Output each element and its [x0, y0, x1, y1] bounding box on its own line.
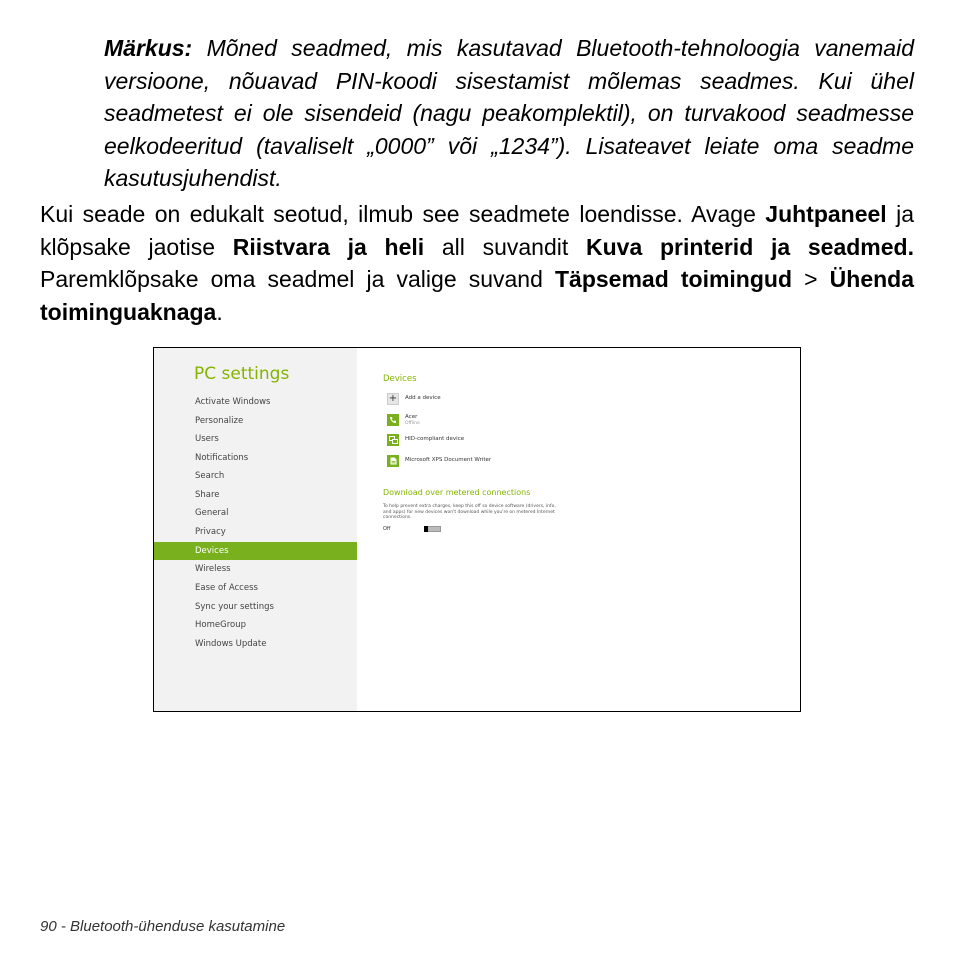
- sidebar-item-homegroup[interactable]: HomeGroup: [195, 620, 246, 630]
- sidebar-item-wireless[interactable]: Wireless: [195, 564, 231, 574]
- metered-description: To help prevent extra charges, keep this off so device software (drivers, info, and apps) for new devices won't download while you're on metered Internet connections.: [383, 504, 556, 520]
- text-run: Kui seade on edukalt seotud, ilmub see seadmete loendisse. Avage: [40, 201, 766, 227]
- sidebar-item-ease-of-access[interactable]: Ease of Access: [195, 583, 258, 593]
- settings-sidebar: [154, 348, 357, 711]
- sidebar-item-activate-windows[interactable]: Activate Windows: [195, 397, 271, 407]
- add-device-label: Add a device: [405, 395, 441, 401]
- devices-printers-term: Kuva printerid ja seadmed.: [586, 233, 914, 260]
- sidebar-item-personalize[interactable]: Personalize: [195, 416, 244, 426]
- page-footer: 90 - Bluetooth-ühenduse kasutamine: [40, 918, 286, 935]
- sidebar-item-share[interactable]: Share: [195, 490, 220, 500]
- text-run: all suvandit: [424, 233, 586, 260]
- sidebar-item-users[interactable]: Users: [195, 434, 219, 444]
- device-name: Acer: [405, 414, 418, 420]
- metered-toggle-label: Off: [383, 526, 391, 532]
- pc-settings-screenshot: [153, 347, 801, 712]
- sidebar-item-search[interactable]: Search: [195, 471, 225, 481]
- toggle-knob: [424, 526, 428, 532]
- device-status: Offline: [405, 421, 420, 426]
- device-name: Microsoft XPS Document Writer: [405, 457, 492, 463]
- control-panel-term: Juhtpaneel: [765, 201, 887, 227]
- sidebar-item-windows-update[interactable]: Windows Update: [195, 639, 267, 649]
- text-run: >: [792, 266, 830, 292]
- advanced-operations-term: Täpsemad toimingud: [555, 266, 793, 292]
- device-name: HID-compliant device: [405, 436, 465, 442]
- plus-icon: +: [388, 393, 398, 404]
- metered-toggle[interactable]: [424, 526, 441, 532]
- note-label: Märkus:: [104, 35, 193, 61]
- sidebar-item-notifications[interactable]: Notifications: [195, 453, 249, 463]
- text-run: Paremklõpsake oma seadmel ja valige suvand: [40, 266, 555, 292]
- instructions-paragraph: [40, 198, 914, 328]
- sidebar-item-devices[interactable]: Devices: [154, 542, 357, 560]
- text-run: ja klõpsake jaotise: [40, 201, 915, 260]
- sidebar-item-general[interactable]: General: [195, 508, 229, 518]
- metered-heading: Download over metered connections: [383, 488, 531, 497]
- connect-action-window-term: Ühenda toiminguaknaga: [40, 266, 915, 325]
- devices-heading: Devices: [383, 374, 417, 384]
- text-run: .: [216, 298, 223, 325]
- sidebar-title: PC settings: [194, 364, 290, 384]
- sidebar-item-privacy[interactable]: Privacy: [195, 527, 226, 537]
- note-text: Mõned seadmed, mis kasutavad Bluetooth-tehnoloogia vanemaid versioone, nõuavad PIN-koodi sisestamist mõlemas seadmes. Kui ühel seadmetest ei ole sisendeid (nagu peakomplektil), on turvakood seadmesse eelkodeeritud (tavaliselt „0000” või „1234”). Lisateavet leiate oma seadme kasutusjuhendist.: [104, 35, 914, 191]
- hardware-sound-term: Riistvara ja heli: [232, 233, 425, 260]
- printer-icon: [387, 455, 399, 467]
- note-paragraph: [104, 32, 914, 195]
- sidebar-item-sync-settings[interactable]: Sync your settings: [195, 602, 274, 612]
- phone-icon: [387, 414, 399, 426]
- keyboard-device-icon: [387, 434, 399, 446]
